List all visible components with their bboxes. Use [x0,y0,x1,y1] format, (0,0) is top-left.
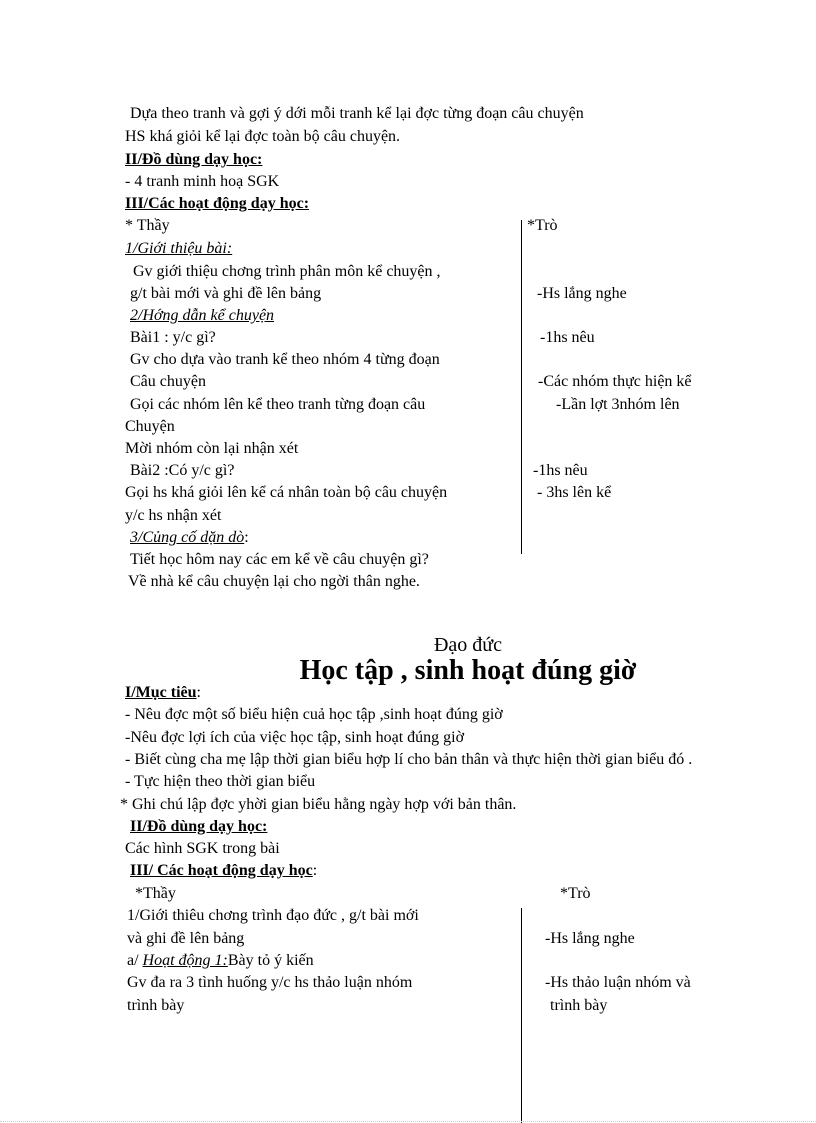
objective-1: - Nêu đợc một số biểu hiện cuả học tập ,sinh hoạt đúng giờ [125,706,503,723]
subject-heading: Đạo đức [433,634,503,656]
exercise1-student-line-2: -Các nhóm thực hiện kể [538,373,692,390]
student-column-header: *Trò [527,217,558,234]
exercise2-question: Bài2 :Có y/c gì? [130,462,235,479]
activity1-title: Hoạt động 1: [142,952,228,969]
exercise1-student: -1hs nêu [540,329,595,346]
materials-item-2: Các hình SGK trong bài [125,840,280,857]
activity1-student-line-2: trình bày [550,997,608,1014]
materials-item: - 4 tranh minh hoạ SGK [125,173,280,190]
step3-teacher-line-2: Về nhà kể câu chuyện lại cho ngời thân nghe. [128,573,420,590]
goal-line-2: HS khá giỏi kể lại đợc toàn bộ câu chuyện. [125,128,401,145]
teacher-column-header: * Thầy [125,217,170,234]
lesson-title: Học tập , sinh hoạt đúng giờ [299,655,637,686]
objective-2: -Nêu đợc lợi ích của việc học tập, sinh hoạt đúng giờ [125,729,465,746]
exercise1-teacher-line-5: Mời nhóm còn lại nhận xét [125,440,299,457]
activity1-student-line-1: -Hs thảo luận nhóm và [545,974,691,991]
exercise2-teacher-line-1: Gọi hs khá giỏi lên kể cá nhân toàn bộ câu chuyện [125,484,448,501]
activity1-prefix: a/ [127,952,139,969]
teacher-column-header-2: *Thầy [135,885,176,902]
exercise1-question: Bài1 : y/c gì? [130,329,216,346]
objective-3: - Biết cùng cha mẹ lập thời gian biểu hợp lí cho bản thân và thực hiện thời gian biểu đó . [125,751,693,768]
activities-colon-2: : [312,862,318,879]
exercise1-student-line-3: -Lần lợt 3nhóm lên [556,396,680,413]
step1-title: 1/Giới thiệu bài: [125,240,233,257]
step3-title-row [130,529,249,547]
exercise1-teacher-line-1: Gv cho dựa vào tranh kể theo nhóm 4 từng đoạn [130,351,440,368]
intro-teacher-line-1: 1/Giới thiêu chơng trình đạo đức , g/t bài mới [127,907,419,924]
objectives-heading-row [125,684,201,702]
activity1-row [127,952,314,970]
exercise1-teacher-line-2: Câu chuyện [130,373,206,390]
exercise1-teacher-line-3: Gọi các nhóm lên kể theo tranh từng đoạn câu [130,396,426,413]
intro-student: -Hs lắng nghe [545,930,635,947]
activity1-teacher-line-1: Gv đa ra 3 tình huống y/c hs thảo luận nhóm [127,974,413,991]
objective-4: - Tực hiện theo thời gian biểu [125,773,316,790]
goal-line-1: Dựa theo tranh và gợi ý dới mỗi tranh kể lại đợc từng đoạn câu chuyện [130,105,584,122]
step1-teacher-line-1: Gv giới thiệu chơng trình phân môn kể chuyện , [133,263,441,280]
materials-heading-2: II/Đồ dùng dạy học: [130,818,268,835]
exercise1-teacher-line-4: Chuyện [125,418,175,435]
activities-heading: III/Các hoạt động dạy học: [125,195,310,212]
exercise2-teacher-line-2: y/c hs nhận xét [125,507,222,524]
objective-note: * Ghi chú lập đợc yhời gian biểu hằng ngày hợp với bản thân. [120,796,517,813]
activities-heading-2: III/ Các hoạt động dạy học [130,862,313,879]
student-column-header-2: *Trò [560,885,591,902]
activities-heading-row-2 [130,862,317,880]
column-divider-2 [521,908,522,1123]
activity1-teacher-line-2: trình bày [127,997,185,1014]
step2-title: 2/Hớng dẫn kể chuyện [130,307,275,324]
objectives-heading: I/Mục tiêu [125,684,197,701]
materials-heading: II/Đồ dùng dạy học: [125,151,263,168]
step3-colon: : [244,529,249,546]
activity1-rest: Bày tỏ ý kiến [227,952,314,969]
step1-teacher-line-2: g/t bài mới và ghi đề lên bảng [130,285,322,302]
step3-teacher-line-1: Tiết học hôm nay các em kể về câu chuyện gì? [130,551,429,568]
column-divider-1 [521,220,522,554]
step3-title: 3/Củng cố dặn dò [130,529,245,546]
intro-teacher-line-2: và ghi đề lên bảng [127,930,245,947]
step1-student: -Hs lắng nghe [537,285,627,302]
exercise2-student-line-1: - 3hs lên kể [537,484,612,501]
objectives-colon: : [196,684,201,701]
exercise2-student: -1hs nêu [533,462,588,479]
